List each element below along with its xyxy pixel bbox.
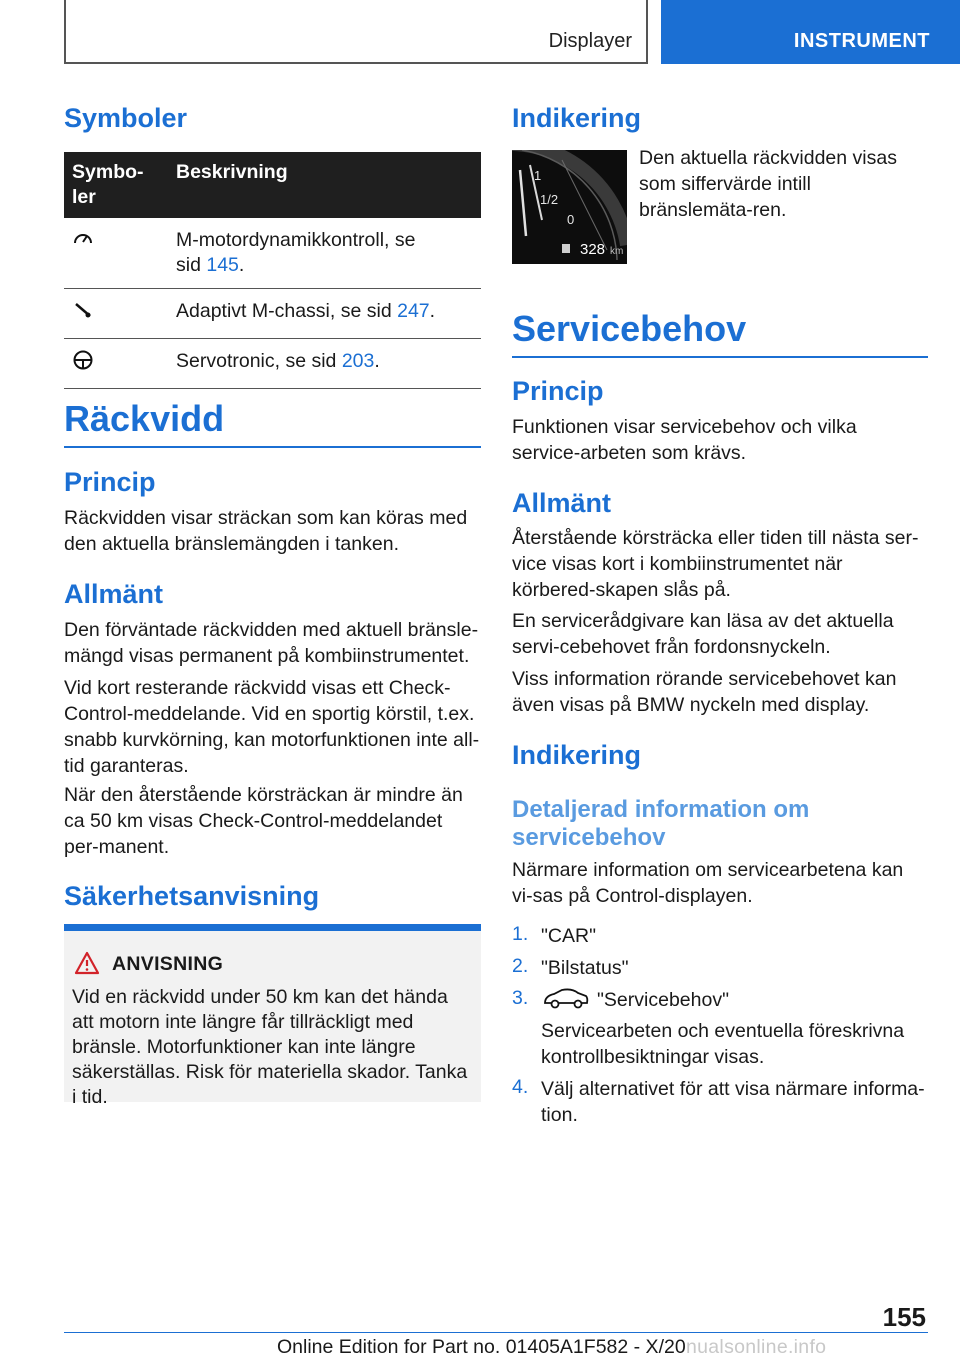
page-link[interactable]: 203 — [341, 350, 375, 372]
page-link[interactable]: 247 — [397, 300, 430, 322]
range-princip-text: Räckvidden visar sträckan som kan köras med den aktuella bränslemängden i tanken. — [64, 507, 468, 555]
gauge-full-label: 1 — [534, 168, 542, 183]
range-value: 328 — [580, 241, 606, 258]
list-item-number: 1. — [512, 923, 529, 945]
gauge-empty-label: 0 — [567, 212, 575, 227]
service-princip-heading: Princip — [512, 376, 604, 406]
range-allmant-p2: Vid kort resterande räckvidd visas ett Check-Control-meddelande. Vid en sportig körstil, t.ex. snabb kurvkörning, kan motorfunktionen inte all-tid garanteras. — [64, 677, 480, 777]
adaptive-chassis-icon — [72, 299, 94, 321]
list-item-text: "Servicebehov" — [597, 989, 729, 1011]
service-allmant-p3: Viss information rörande servicebehovet kan även visas på BMW nyckeln med display. — [512, 668, 897, 716]
service-princip-text: Funktionen visar servicebehov och vilka service-arbeten som krävs. — [512, 416, 857, 464]
symbols-table — [64, 152, 481, 389]
warning-text: Vid en räckvidd under 50 km kan det hända att motorn inte längre får tillräckligt med bränsle. Motorfunktioner kan inte längre säkerställas. Risk för materiella skador. Tanka i tid. — [72, 986, 468, 1108]
detail-heading: Detaljerad information om servicebehov — [512, 796, 810, 851]
indikering-text: Den aktuella räckvidden visas som siffervärde intill bränslemäta-ren. — [639, 147, 897, 221]
range-title: Räckvidd — [64, 398, 481, 448]
warning-triangle-icon — [74, 951, 100, 975]
footer-divider — [64, 1332, 928, 1333]
header-chapter-tab — [661, 0, 960, 64]
symbols-heading: Symboler — [64, 103, 188, 133]
fuel-pump-icon — [562, 244, 570, 253]
service-allmant-heading: Allmänt — [512, 488, 612, 518]
row-text: Adaptivt M-chassi, se sid — [176, 300, 398, 322]
gauge-half-label: 1/2 — [540, 192, 559, 207]
range-allmant-heading: Allmänt — [64, 579, 164, 609]
table-row — [64, 289, 481, 339]
m-dynamic-mode-icon — [72, 228, 94, 250]
table-cell-description — [168, 289, 481, 339]
watermark: nualsonline.info — [686, 1336, 827, 1358]
list-item-text: "Bilstatus" — [541, 957, 629, 979]
detail-text: Närmare information om servicearbetena kan vi-sas på Control-displayen. — [512, 859, 904, 907]
service-allmant-p1: Återstående körsträcka eller tiden till nästa ser-vice visas kort i kombiinstrumentet när körbered-skapen slås på. — [512, 527, 919, 601]
service-title: Servicebehov — [512, 308, 928, 358]
table-row — [64, 218, 481, 289]
table-cell-symbol — [64, 289, 168, 339]
list-item-number: 4. — [512, 1076, 529, 1098]
service-allmant-p2: En servicerådgivare kan läsa av det aktuella servi-cebehovet från fordonsnyckeln. — [512, 610, 894, 658]
list-item-number: 2. — [512, 955, 529, 977]
warning-box — [64, 924, 481, 1108]
header-section-tab — [64, 0, 648, 64]
row-text: M-motordynamikkontroll, se sid — [176, 229, 416, 276]
header-section-label: Displayer — [548, 30, 632, 52]
table-cell-description — [168, 339, 481, 389]
range-allmant-p1: Den förväntade räckvidden med aktuell bränsle-mängd visas permanent på kombiinstrumentet. — [64, 619, 479, 667]
row-text-end: . — [374, 350, 380, 372]
row-text: Servotronic, se sid — [176, 350, 342, 372]
car-icon — [542, 986, 590, 1010]
table-cell-symbol — [64, 339, 168, 389]
table-header-row — [64, 152, 481, 218]
range-display-image — [512, 150, 627, 264]
table-row — [64, 339, 481, 389]
list-item-text: "CAR" — [541, 925, 597, 947]
table-header-symbols: Symbo- ler — [64, 152, 168, 218]
range-princip-heading: Princip — [64, 467, 156, 497]
table-cell-symbol — [64, 218, 168, 289]
page-link[interactable]: 145 — [206, 254, 239, 276]
table-header-description: Beskrivning — [168, 152, 481, 218]
row-text-end: . — [429, 300, 436, 322]
header-chapter-label: INSTRUMENT — [793, 30, 930, 52]
range-unit: km — [610, 246, 624, 257]
steering-wheel-icon — [72, 349, 94, 371]
safety-heading: Säkerhetsanvisning — [64, 881, 320, 911]
page-number: 155 — [882, 1302, 926, 1332]
list-item-number: 3. — [512, 987, 529, 1009]
fuel-gauge-illustration — [512, 150, 627, 264]
warning-title: ANVISNING — [112, 953, 224, 975]
range-allmant-p3: När den återstående körsträckan är mindre än ca 50 km visas Check-Control-meddelandet per-manent. — [64, 784, 463, 858]
edition-footer: Online Edition for Part no. 01405A1F582 - X/20 — [277, 1336, 686, 1358]
list-item-text: Välj alternativet för att visa närmare informa-tion. — [541, 1078, 925, 1126]
list-item-subtext: Servicearbeten och eventuella föreskrivna kontrollbesiktningar visas. — [541, 1020, 905, 1068]
row-text-end: . — [238, 254, 245, 276]
table-cell-description — [168, 218, 481, 289]
indikering-heading: Indikering — [512, 103, 642, 133]
service-indikering-heading: Indikering — [512, 740, 642, 770]
